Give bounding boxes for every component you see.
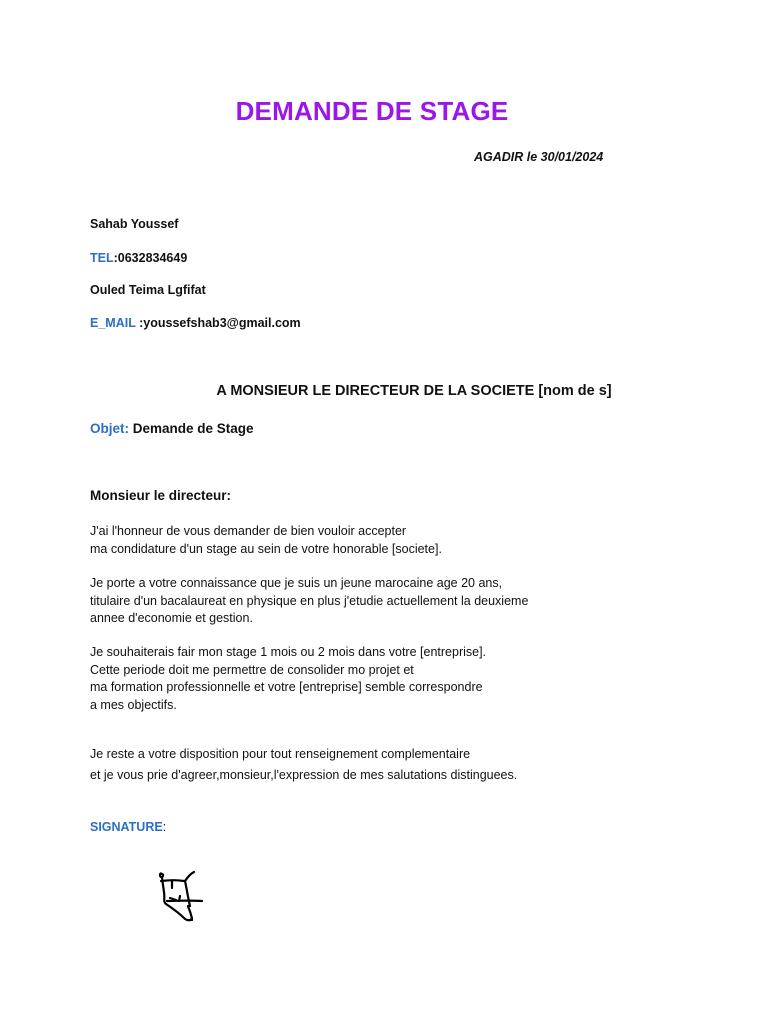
- paragraph-line: annee d'economie et gestion.: [90, 611, 253, 625]
- phone-label: TEL: [90, 251, 114, 265]
- handwritten-signature: [154, 868, 210, 928]
- closing-paragraph: [90, 744, 517, 786]
- signature-colon: :: [162, 820, 167, 834]
- paragraph-line: Je souhaiterais fair mon stage 1 mois ou 2 mois dans votre [entreprise].: [90, 645, 487, 659]
- place-date: AGADIR le 30/01/2024: [474, 150, 604, 164]
- sender-name: Sahab Youssef: [90, 217, 179, 231]
- paragraph-line: Je porte a votre connaissance que je suis un jeune marocaine age 20 ans,: [90, 576, 503, 590]
- signature-label-text: SIGNATURE: [90, 820, 163, 834]
- recipient-line: A MONSIEUR LE DIRECTEUR DE LA SOCIETE [nom de s]: [216, 383, 612, 399]
- paragraph-line: a mes objectifs.: [90, 697, 177, 712]
- paragraph-line: ma formation professionnelle et votre [entreprise] semble correspondre: [90, 680, 483, 694]
- sender-email: [90, 316, 301, 330]
- salutation: Monsieur le directeur:: [90, 488, 232, 503]
- paragraph-line: J'ai l'honneur de vous demander de bien vouloir accepter: [90, 524, 407, 538]
- closing-line: Je reste a votre disposition pour tout renseignement complementaire: [90, 747, 471, 761]
- paragraph-3: [90, 644, 486, 714]
- object-value: Demande de Stage: [132, 421, 254, 436]
- document-title: DEMANDE DE STAGE: [235, 96, 509, 126]
- paragraph-line: ma condidature d'un stage au sein de votre honorable [societe].: [90, 541, 442, 556]
- object-label: Objet:: [90, 421, 129, 436]
- email-label: E_MAIL: [90, 316, 136, 330]
- object-line: [90, 421, 254, 436]
- paragraph-2: [90, 575, 528, 628]
- sender-phone: [90, 251, 187, 265]
- email-value: :youssefshab3@gmail.com: [139, 316, 301, 330]
- sender-address: Ouled Teima Lgfifat: [90, 283, 206, 297]
- paragraph-line: Cette periode doit me permettre de consolider mo projet et: [90, 662, 414, 677]
- signature-label: [90, 820, 166, 834]
- paragraph-1: [90, 523, 442, 558]
- closing-line: et je vous prie d'agreer,monsieur,l'expression de mes salutations distinguees.: [90, 768, 518, 782]
- paragraph-line: titulaire d'un bacalaureat en physique en plus j'etudie actuellement la deuxieme: [90, 593, 529, 608]
- phone-value: :0632834649: [113, 251, 188, 265]
